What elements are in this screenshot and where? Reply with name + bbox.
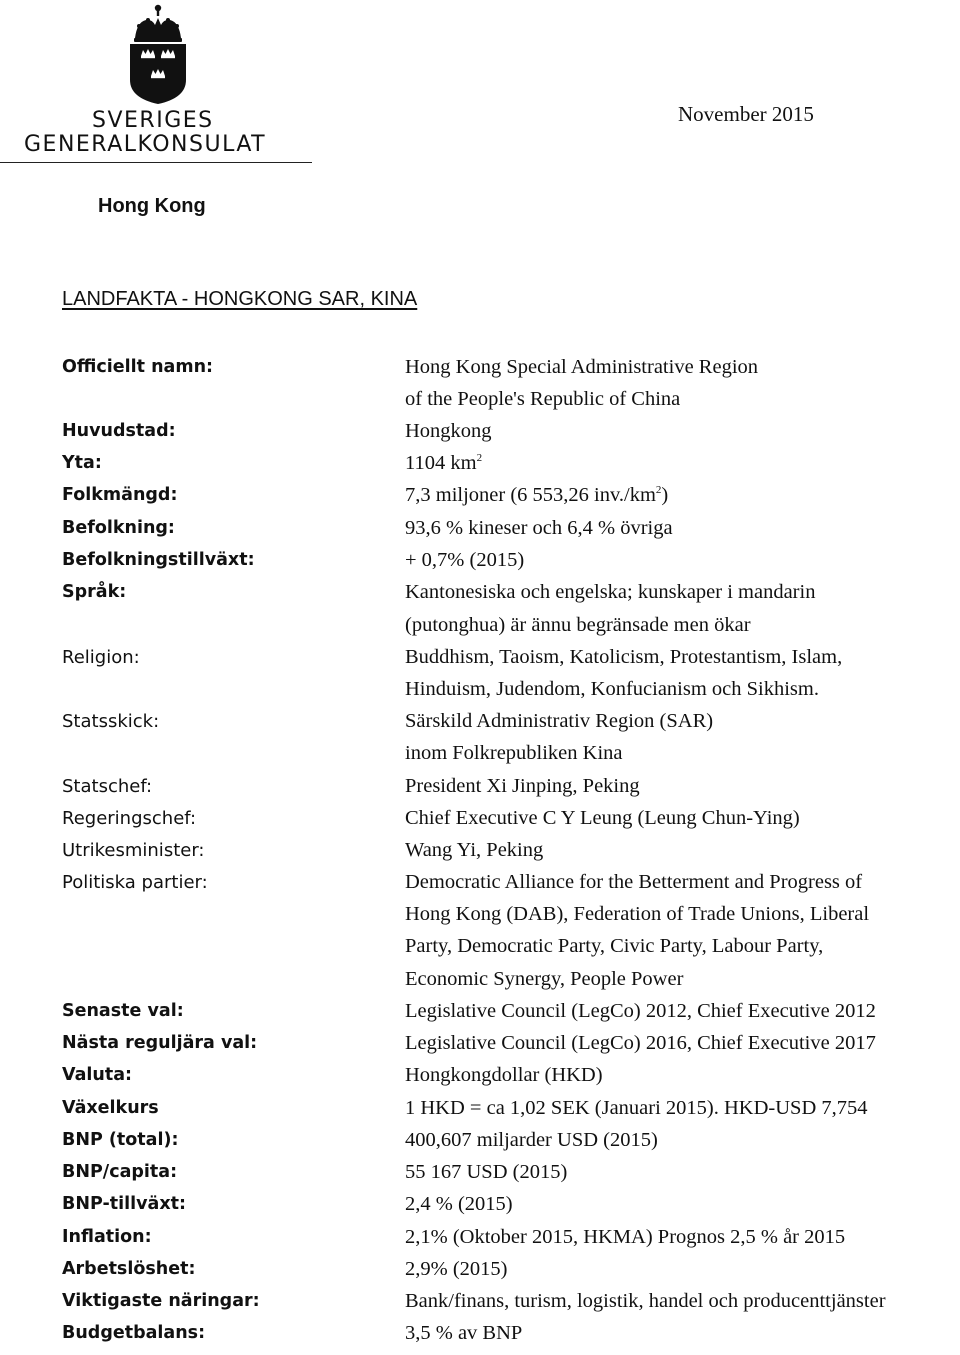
- fact-value: President Xi Jinping, Peking: [405, 775, 640, 797]
- fact-value: Wang Yi, Peking: [405, 839, 544, 861]
- logo-divider: [0, 162, 312, 163]
- fact-label: Växelkurs: [62, 1098, 159, 1118]
- fact-label: Officiellt namn:: [62, 357, 214, 377]
- superscript: 2: [476, 452, 483, 465]
- fact-value: [405, 479, 668, 511]
- fact-label: BNP-tillväxt:: [62, 1194, 186, 1214]
- fact-value: [405, 447, 482, 479]
- fact-label: Nästa reguljära val:: [62, 1033, 258, 1053]
- fact-value: Hongkong: [405, 420, 492, 442]
- fact-value: Bank/finans, turism, logistik, handel och producenttjänster: [405, 1290, 886, 1312]
- fact-value: 93,6 % kineser och 6,4 % övriga: [405, 517, 673, 539]
- fact-label: Viktigaste näringar:: [62, 1291, 260, 1311]
- fact-value: (putonghua) är ännu begränsade men ökar: [405, 614, 751, 636]
- org-name-line2: GENERALKONSULAT: [24, 132, 267, 157]
- fact-label: Regeringschef:: [62, 808, 197, 829]
- office-name: Hong Kong: [98, 195, 206, 217]
- fact-value: Hinduism, Judendom, Konfucianism och Sikhism.: [405, 678, 819, 700]
- fact-value: Hong Kong (DAB), Federation of Trade Unions, Liberal: [405, 903, 870, 925]
- superscript: 2: [655, 484, 662, 497]
- fact-value: Legislative Council (LegCo) 2016, Chief Executive 2017: [405, 1032, 876, 1054]
- fact-value: 2,4 % (2015): [405, 1193, 513, 1215]
- fact-label: Befolkning:: [62, 518, 175, 538]
- fact-value: 400,607 miljarder USD (2015): [405, 1129, 658, 1151]
- fact-value: 3,5 % av BNP: [405, 1322, 523, 1344]
- fact-value: Legislative Council (LegCo) 2012, Chief Executive 2012: [405, 1000, 876, 1022]
- consulate-logo: [0, 0, 320, 170]
- fact-value: Party, Democratic Party, Civic Party, Labour Party,: [405, 935, 824, 957]
- fact-value: + 0,7% (2015): [405, 549, 525, 571]
- fact-value: 1 HKD = ca 1,02 SEK (Januari 2015). HKD-USD 7,754: [405, 1097, 868, 1119]
- fact-label: Utrikesminister:: [62, 840, 205, 861]
- fact-value-text: 1104 km: [405, 452, 477, 474]
- fact-label: BNP/capita:: [62, 1162, 178, 1182]
- fact-label: Senaste val:: [62, 1001, 184, 1021]
- fact-label: Huvudstad:: [62, 421, 176, 441]
- fact-label: Arbetslöshet:: [62, 1259, 196, 1279]
- fact-row-budgetbalans: [0, 1323, 960, 1355]
- fact-label: Inflation:: [62, 1227, 152, 1247]
- fact-value: Buddhism, Taoism, Katolicism, Protestantism, Islam,: [405, 646, 843, 668]
- fact-value: Democratic Alliance for the Betterment and Progress of: [405, 871, 863, 893]
- fact-value: of the People's Republic of China: [405, 388, 681, 410]
- fact-value: Economic Synergy, People Power: [405, 968, 684, 990]
- fact-label: BNP (total):: [62, 1130, 179, 1150]
- fact-value: 2,9% (2015): [405, 1258, 508, 1280]
- fact-label: Valuta:: [62, 1065, 133, 1085]
- page-title: LANDFAKTA - HONGKONG SAR, KINA: [62, 288, 418, 310]
- fact-value: Chief Executive C Y Leung (Leung Chun-Ying): [405, 807, 800, 829]
- fact-label: Yta:: [62, 453, 102, 473]
- fact-value: inom Folkrepubliken Kina: [405, 742, 623, 764]
- fact-label: Budgetbalans:: [62, 1323, 206, 1343]
- fact-label: Statschef:: [62, 776, 153, 797]
- fact-value: 2,1% (Oktober 2015, HKMA) Prognos 2,5 % år 2015: [405, 1226, 846, 1248]
- fact-label: Språk:: [62, 582, 127, 602]
- fact-value-text: 7,3 miljoner (6 553,26 inv./km: [405, 484, 656, 506]
- fact-label: Religion:: [62, 647, 140, 668]
- fact-label: Statsskick:: [62, 711, 160, 732]
- fact-value-suffix: ): [661, 484, 669, 506]
- fact-label: Folkmängd:: [62, 485, 178, 505]
- org-name-line1: SVERIGES: [92, 108, 214, 133]
- fact-value: Hong Kong Special Administrative Region: [405, 356, 759, 378]
- document-date: November 2015: [678, 102, 814, 126]
- fact-value: Hongkongdollar (HKD): [405, 1064, 603, 1086]
- fact-value: 55 167 USD (2015): [405, 1161, 568, 1183]
- fact-value: Särskild Administrativ Region (SAR): [405, 710, 714, 732]
- fact-value: Kantonesiska och engelska; kunskaper i mandarin: [405, 581, 816, 603]
- fact-label: Politiska partier:: [62, 872, 208, 893]
- fact-label: Befolkningstillväxt:: [62, 550, 255, 570]
